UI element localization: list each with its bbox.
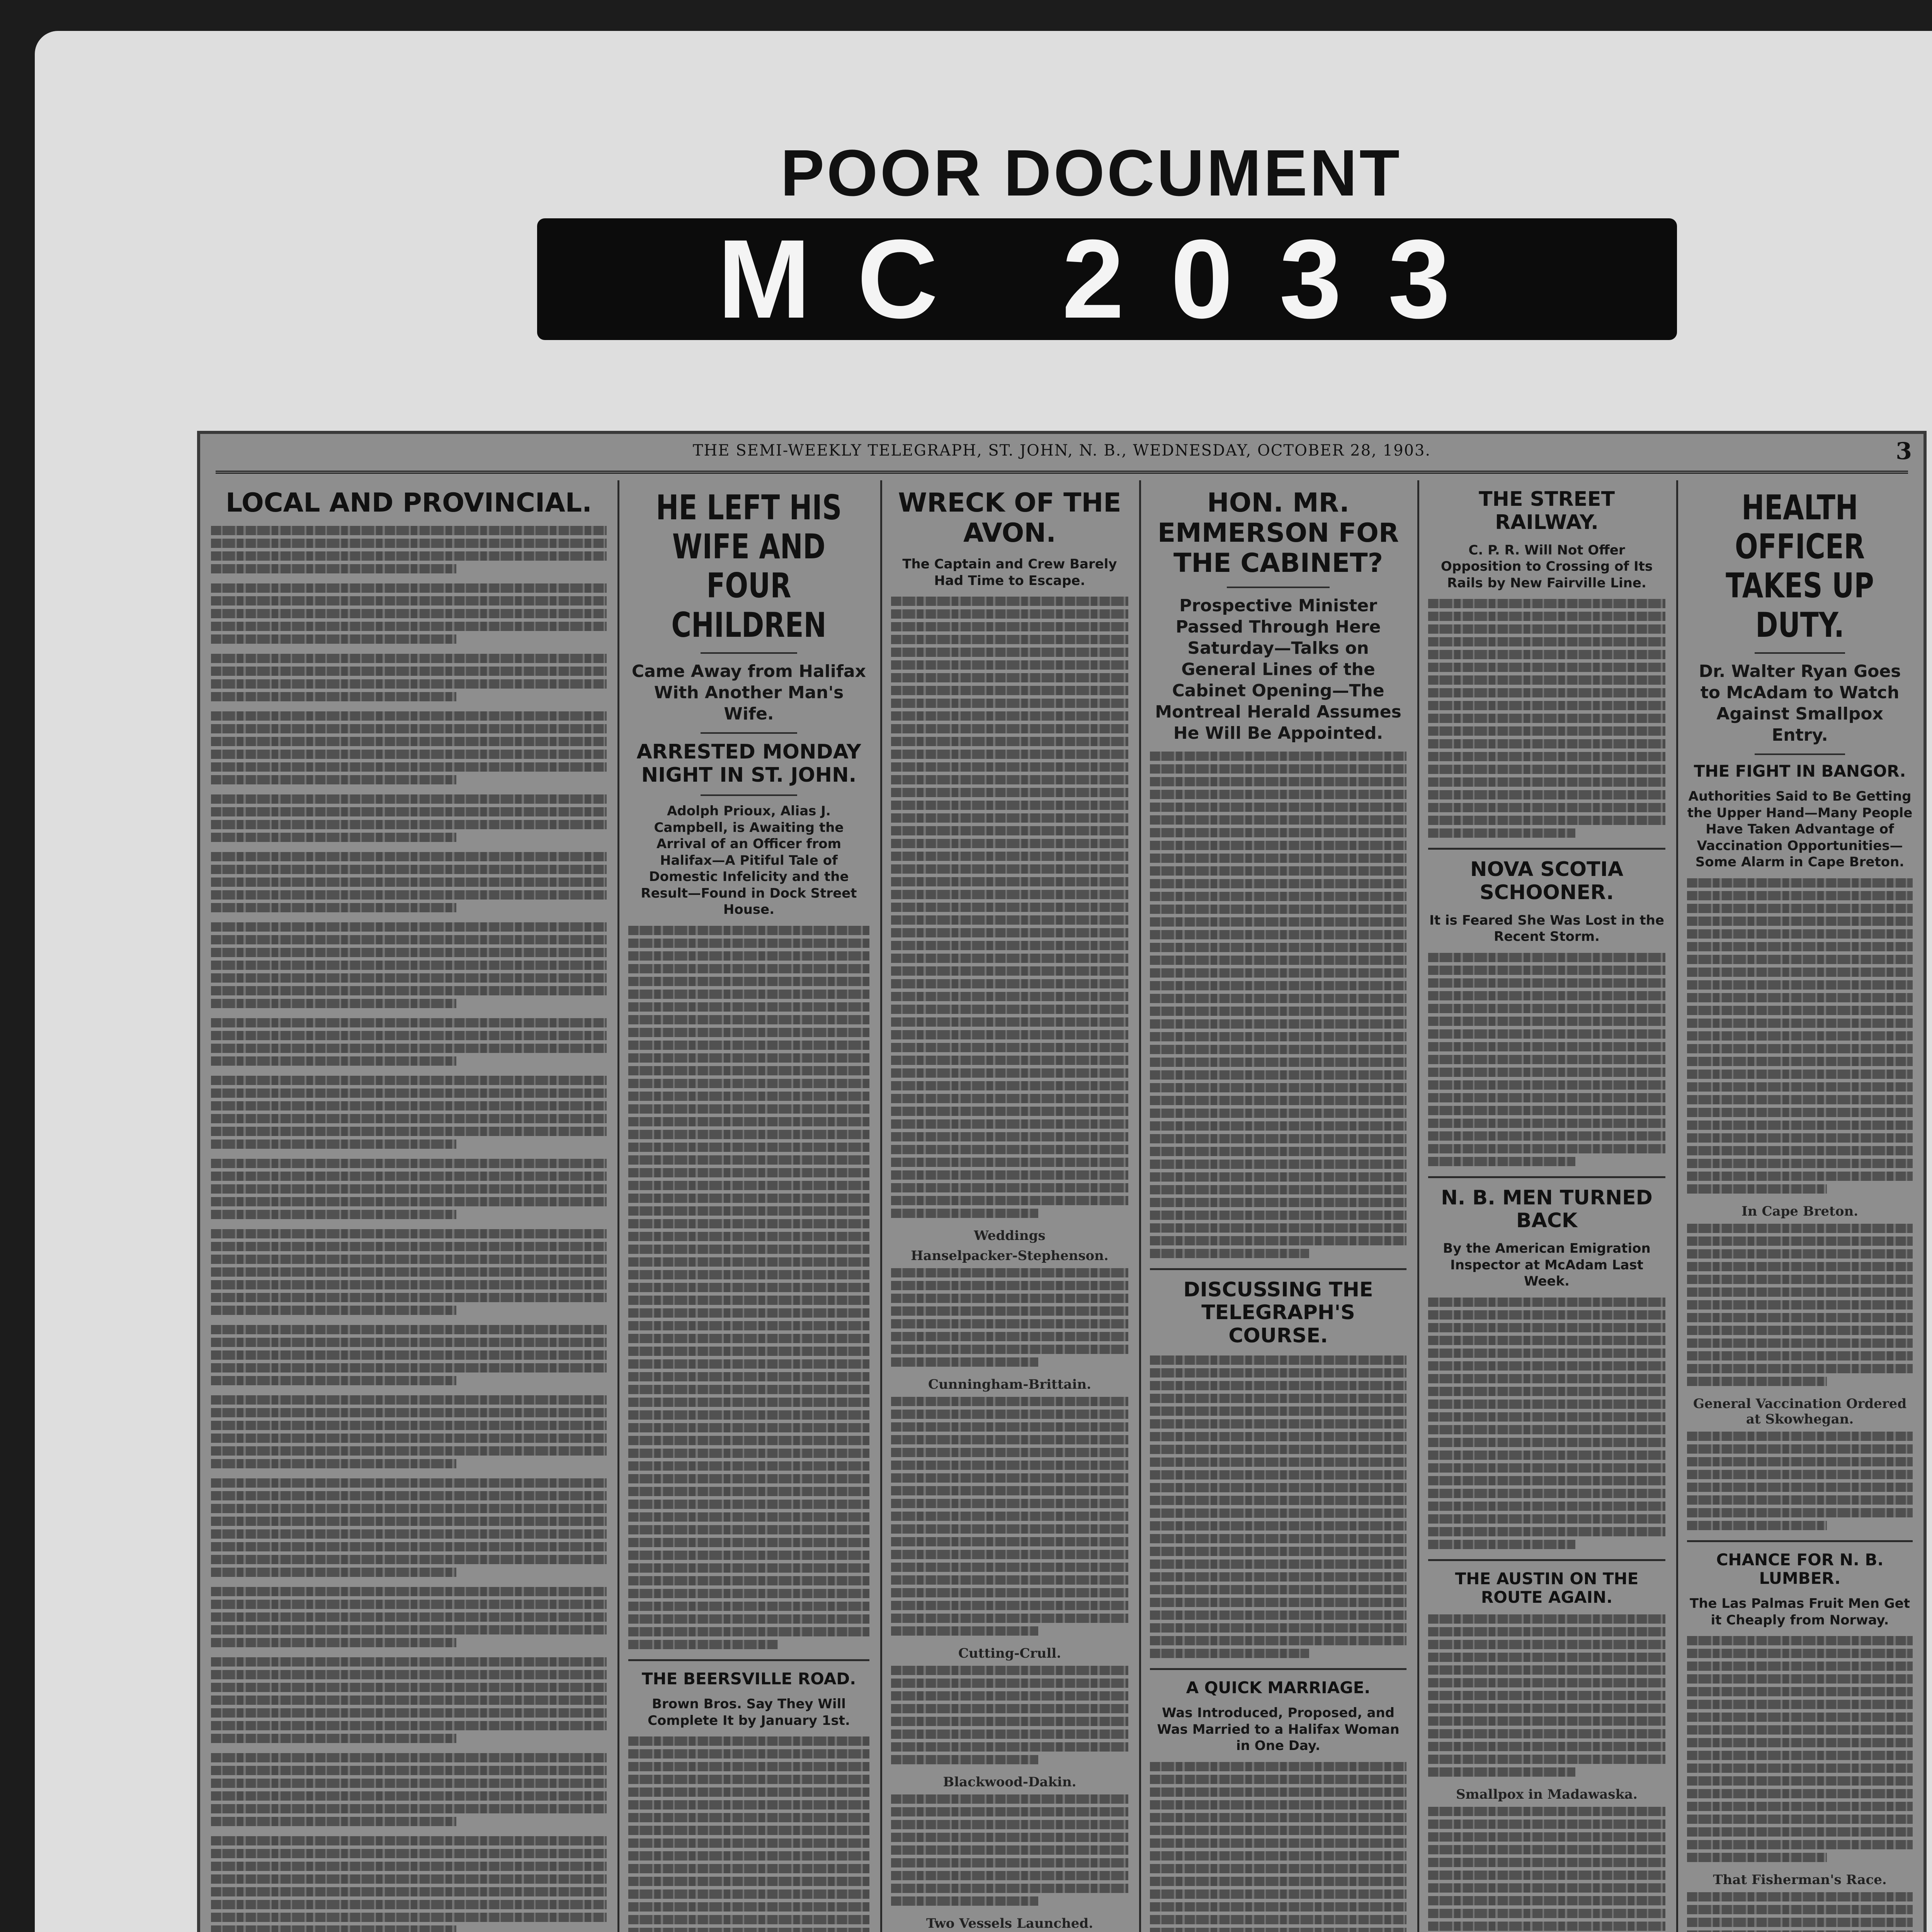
- headline-local-provincial: LOCAL AND PROVINCIAL.: [226, 488, 592, 518]
- subhead: Brown Bros. Say They Will Complete It by January 1st.: [648, 1696, 850, 1728]
- subhead: Dr. Walter Ryan Goes to McAdam to Watch Against Smallpox Entry.: [1699, 661, 1901, 745]
- article-text: [211, 1229, 607, 1315]
- article-text: [1428, 953, 1665, 1166]
- headline-wreck-avon: WRECK OF THE AVON.: [898, 488, 1121, 549]
- document-code-label: MC 2033: [537, 218, 1677, 340]
- headline-fight-bangor: THE FIGHT IN BANGOR.: [1694, 761, 1906, 781]
- article-text: [891, 1397, 1128, 1636]
- divider: [1150, 1268, 1406, 1270]
- divider: [1227, 587, 1330, 588]
- column-health-officer: [1676, 480, 1923, 1932]
- headline-beersville-road: THE BEERSVILLE ROAD.: [641, 1669, 856, 1688]
- article-text: [891, 1666, 1128, 1764]
- article-text: [211, 1159, 607, 1219]
- item-heading: Smallpox in Madawaska.: [1456, 1787, 1638, 1803]
- masthead: THE SEMI-WEEKLY TELEGRAPH, ST. JOHN, N. B., WEDNESDAY, OCTOBER 28, 1903.: [692, 442, 1431, 459]
- subhead: The Captain and Crew Barely Had Time to Escape.: [902, 556, 1117, 588]
- headline-quick-marriage: A QUICK MARRIAGE.: [1186, 1678, 1371, 1697]
- subhead: The Las Palmas Fruit Men Get it Cheaply from Norway.: [1690, 1596, 1910, 1628]
- item-heading: Hanselpacker-Stephenson.: [911, 1248, 1109, 1264]
- article-text: [891, 1268, 1128, 1367]
- column-street-railway: [1417, 480, 1678, 1932]
- poor-document-label: POOR DOCUMENT: [781, 136, 1402, 210]
- headline-left-his-wife: HE LEFT HIS WIFE AND FOUR CHILDREN: [656, 488, 842, 645]
- page-number: 3: [1896, 438, 1912, 465]
- article-text: [211, 852, 607, 912]
- subhead: C. P. R. Will Not Offer Opposition to Crossing of Its Rails by New Fairville Line.: [1440, 542, 1653, 591]
- headline-nova-scotia-schooner: NOVA SCOTIA SCHOONER.: [1470, 858, 1624, 904]
- subhead: Was Introduced, Proposed, and Was Married to a Halifax Woman in One Day.: [1157, 1705, 1400, 1754]
- article-text: [628, 1736, 869, 1932]
- item-heading: Blackwood-Dakin.: [943, 1774, 1077, 1790]
- article-text: [891, 597, 1128, 1218]
- masthead-rule: [216, 471, 1908, 474]
- article-text: [211, 1395, 607, 1468]
- headline-discussing-telegraph: DISCUSSING THE TELEGRAPH'S COURSE.: [1183, 1278, 1373, 1348]
- item-heading: Cutting-Crull.: [958, 1646, 1061, 1662]
- article-text: [1687, 1224, 1913, 1386]
- article-text: [1428, 1298, 1665, 1549]
- divider: [1755, 652, 1845, 654]
- headline-health-officer: HEALTH OFFICER TAKES UP DUTY.: [1726, 488, 1874, 645]
- divider: [1755, 753, 1845, 755]
- article-text: [1687, 878, 1913, 1194]
- article-text: [211, 1325, 607, 1385]
- headline-nb-lumber: CHANCE FOR N. B. LUMBER.: [1716, 1550, 1884, 1588]
- item-heading: That Fisherman's Race.: [1713, 1872, 1887, 1888]
- item-heading: Cunningham-Brittain.: [928, 1377, 1091, 1393]
- article-text: [1428, 1807, 1665, 1932]
- subhead: It is Feared She Was Lost in the Recent Storm.: [1429, 912, 1664, 945]
- section-heading-weddings: Weddings: [974, 1228, 1046, 1244]
- column-left-his-wife: [617, 480, 882, 1932]
- article-text: [211, 583, 607, 644]
- subhead-arrested: ARRESTED MONDAY NIGHT IN ST. JOHN.: [636, 740, 861, 787]
- subhead: By the American Emigration Inspector at McAdam Last Week.: [1443, 1241, 1651, 1289]
- divider: [628, 1659, 869, 1661]
- article-text: [1428, 1614, 1665, 1777]
- divider: [1428, 1176, 1665, 1178]
- headline-austin-route: THE AUSTIN ON THE ROUTE AGAIN.: [1455, 1569, 1639, 1607]
- subhead-deck: Adolph Prioux, Alias J. Campbell, is Awaiting the Arrival of an Officer from Halifax—A Pitiful Tale of Domestic Infelicity and the Result—Found in Dock Street House.: [641, 803, 857, 918]
- article-text: [211, 1753, 607, 1826]
- article-text: [211, 654, 607, 701]
- article-text: [211, 794, 607, 842]
- article-text: [211, 1478, 607, 1577]
- headline-emmerson: HON. MR. EMMERSON FOR THE CABINET?: [1157, 488, 1399, 579]
- column-local-provincial: [200, 480, 619, 1932]
- article-text: [211, 1836, 607, 1932]
- article-text: [1687, 1892, 1913, 1932]
- headline-nb-men-turned-back: N. B. MEN TURNED BACK: [1441, 1186, 1653, 1233]
- article-text: [1150, 1762, 1406, 1932]
- article-text: [1687, 1636, 1913, 1862]
- column-emmerson: [1139, 480, 1419, 1932]
- divider: [701, 652, 797, 654]
- column-wreck-avon: [880, 480, 1141, 1932]
- divider: [1428, 848, 1665, 850]
- item-heading: Two Vessels Launched.: [926, 1916, 1094, 1932]
- item-heading: In Cape Breton.: [1741, 1203, 1858, 1219]
- subhead: Prospective Minister Passed Through Here Saturday—Talks on General Lines of the Cabinet Opening—The Montreal Herald Assumes He Will Be Appointed.: [1155, 595, 1401, 743]
- divider: [1687, 1540, 1913, 1542]
- article-text: [211, 1076, 607, 1149]
- headline-street-railway: THE STREET RAILWAY.: [1478, 488, 1615, 534]
- divider: [701, 794, 797, 796]
- article-text: [211, 526, 607, 573]
- article-text: [211, 711, 607, 784]
- article-text: [211, 922, 607, 1008]
- divider: [1150, 1668, 1406, 1670]
- divider: [701, 732, 797, 734]
- article-text: [211, 1018, 607, 1066]
- article-text: [1150, 1355, 1406, 1658]
- article-text: [211, 1587, 607, 1647]
- divider: [1428, 1559, 1665, 1561]
- article-text: [628, 926, 869, 1649]
- subhead-deck: Authorities Said to Be Getting the Upper Hand—Many People Have Taken Advantage of Vaccination Opportunities—Some Alarm in Cape Breton.: [1687, 789, 1913, 870]
- subhead: Came Away from Halifax With Another Man's Wife.: [631, 661, 866, 724]
- article-text: [891, 1794, 1128, 1906]
- article-text: [1428, 599, 1665, 838]
- article-text: [1150, 752, 1406, 1258]
- article-text: [211, 1657, 607, 1743]
- newspaper-page: [197, 431, 1927, 1932]
- article-text: [1687, 1432, 1913, 1530]
- item-heading: General Vaccination Ordered at Skowhegan.: [1693, 1396, 1907, 1427]
